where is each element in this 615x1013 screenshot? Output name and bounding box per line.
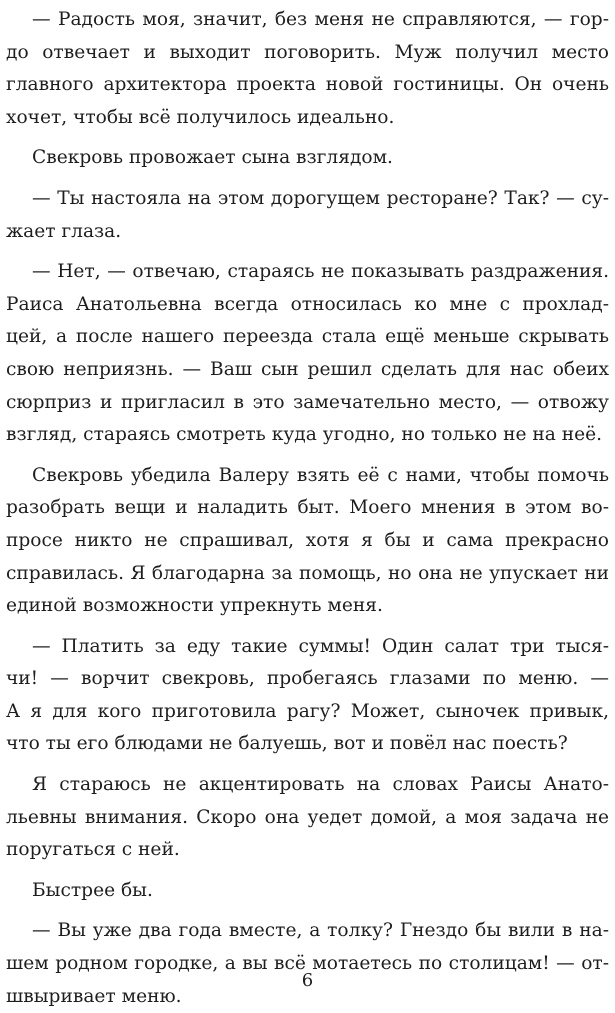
paragraph-gap [6, 134, 609, 142]
paragraph [6, 875, 609, 908]
text-line: Я стараюсь не акцентировать на словах Раисы Анато- [32, 774, 609, 796]
page-number: 6 [301, 970, 314, 991]
text-line: — Вы уже два года вместе, а толку? Гнездо бы вили в на- [32, 920, 609, 942]
paragraph [6, 183, 609, 248]
paragraph [6, 4, 609, 134]
text-line: — Нет, — отвечаю, стараясь не показывать раздражения. [32, 261, 609, 283]
text-line: — Платить за еду такие суммы! Один салат три тыся- [32, 635, 609, 657]
paragraph-gap [6, 907, 609, 915]
text-line: Раиса Анатольевна всегда относилась ко мне с прохлад- [6, 293, 609, 315]
text-line: просе никто не спрашивал, хотя я бы и сама прекрасно [6, 529, 609, 551]
text-line: цей, а после нашего переезда стала ещё меньше скрывать [6, 326, 609, 348]
text-line: жает глаза. [6, 220, 122, 242]
paragraph [6, 256, 609, 452]
paragraph [6, 460, 609, 623]
text-line: чи! — ворчит свекровь, пробегаясь глазами по меню. — [6, 668, 609, 690]
text-line: что ты его блюдами не балуешь, вот и повёл нас поесть? [6, 733, 568, 755]
text-line: сюрприз и пригласил в это замечательно место, — отвожу [6, 391, 609, 413]
text-line: льевны внимания. Скоро она уедет домой, а моя задача не [6, 806, 609, 828]
paragraph [6, 142, 609, 175]
paragraph-gap [6, 867, 609, 875]
text-line: главного архитектора проекта новой гостиницы. Он очень [6, 74, 609, 96]
paragraph-gap [6, 248, 609, 256]
text-line: справилась. Я благодарна за помощь, но она не упускает ни [6, 562, 609, 584]
text-line: хочет, чтобы всё получилось идеально. [6, 106, 395, 128]
text-line: поругаться с ней. [6, 839, 180, 861]
paragraph-gap [6, 623, 609, 631]
text-body [6, 4, 609, 1013]
paragraph [6, 769, 609, 867]
text-line: — Ты настояла на этом дорогущем ресторане? Так? — су- [32, 187, 609, 209]
text-line: шем родном городке, а вы всё мотаетесь по столицам! — от- [6, 953, 609, 975]
text-line: до отвечает и выходит поговорить. Муж получил место [6, 41, 609, 63]
text-line: свою неприязнь. — Ваш сын решил сделать для нас обеих [6, 358, 609, 380]
text-line: разобрать вещи и наладить быт. Моего мнения в этом во- [6, 497, 609, 519]
paragraph-gap [6, 175, 609, 183]
text-line: единой возможности упрекнуть меня. [6, 595, 383, 617]
paragraph [6, 915, 609, 1013]
paragraph-gap [6, 452, 609, 460]
text-line: взгляд, стараясь смотреть куда угодно, но только не на неё. [6, 424, 603, 446]
text-line: — Радость моя, значит, без меня не справляются, — гор- [32, 9, 609, 30]
paragraph-gap [6, 761, 609, 769]
text-line: Свекровь провожает сына взглядом. [32, 147, 393, 169]
text-line: А я для кого приготовила рагу? Может, сыночек привык, [6, 700, 609, 722]
text-line: Быстрее бы. [32, 879, 153, 901]
text-line: швыривает меню. [6, 985, 182, 1007]
text-line: Свекровь убедила Валеру взять её с нами, чтобы помочь [32, 464, 609, 486]
paragraph [6, 631, 609, 761]
